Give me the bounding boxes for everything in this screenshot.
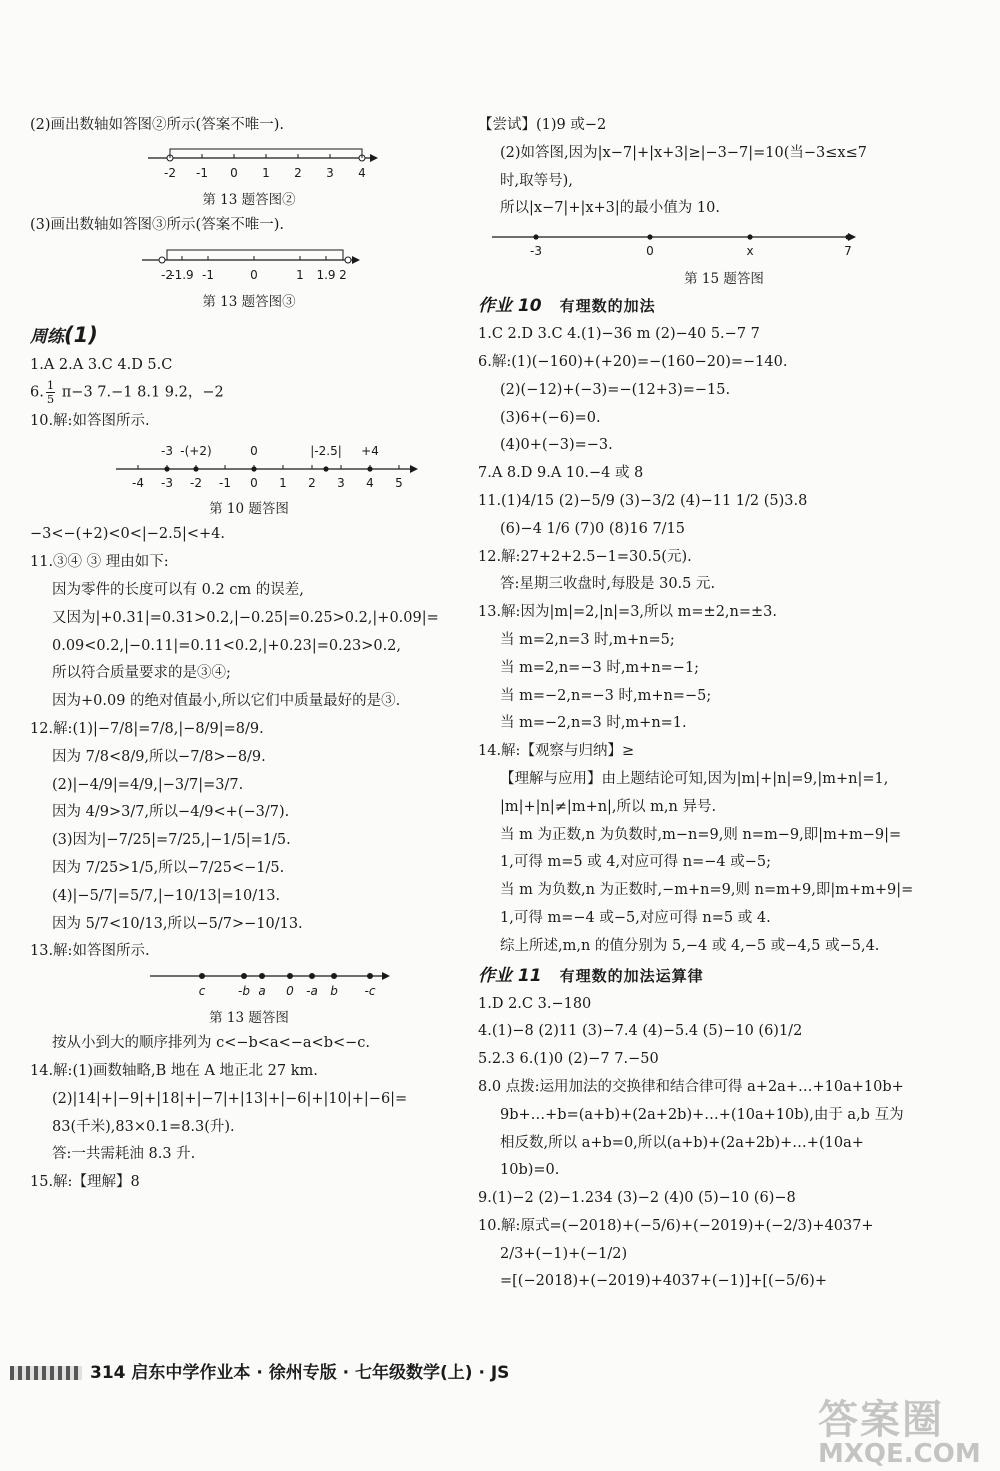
tick-label: 0 <box>250 267 258 282</box>
answer-line: 8.0 点拨:运用加法的交换律和结合律可得 a+2a+…+10a+10b+ <box>478 1078 904 1095</box>
answer-line: 时,取等号), <box>500 172 573 189</box>
section-title: 作业 10 有理数的加法 <box>478 296 656 317</box>
answer-line: 9b+…+b=(a+b)+(2a+2b)+…+(10a+10b),由于 a,b 互为 <box>500 1106 904 1123</box>
answer-line: (4)|−5/7|=5/7,|−10/13|=10/13. <box>52 887 281 904</box>
figure-caption: 第 15 题答图 <box>684 271 764 288</box>
point-mark <box>164 467 169 472</box>
answer-line: −3<−(+2)<0<|−2.5|<+4. <box>30 526 225 543</box>
tick-label: 1 <box>262 165 270 180</box>
point-label: 0 <box>646 244 654 259</box>
answer-line: 因为 7/8<8/9,所以−7/8>−8/9. <box>52 748 266 765</box>
answer-line: 5.2.3 6.(1)0 (2)−7 7.−50 <box>478 1051 659 1068</box>
tick-label: 2 <box>308 476 316 491</box>
answer-line: 10.解:原式=(−2018)+(−5/6)+(−2019)+(−2/3)+4037+ <box>478 1217 874 1234</box>
point-label: b <box>330 984 338 999</box>
tick-label: 5 <box>395 476 403 491</box>
tick-label: 3 <box>326 165 334 180</box>
point-label: -(+2) <box>180 444 212 459</box>
number-line-figure <box>30 240 468 286</box>
point-mark <box>287 973 293 979</box>
tick-label: 0 <box>230 165 238 180</box>
tick-label: 4 <box>358 165 366 180</box>
answer-line: 12.解:(1)|−7/8|=7/8,|−8/9|=8/9. <box>30 721 264 738</box>
section-title-text: 周练 <box>30 326 64 347</box>
number-line-figure <box>30 435 468 493</box>
tick-label: 1 <box>279 476 287 491</box>
left-column <box>30 112 468 1197</box>
answer-line: 6.解:(1)(−160)+(+20)=−(160−20)=−140. <box>478 353 788 370</box>
tick-label: 3 <box>337 476 345 491</box>
point-mark <box>199 973 205 979</box>
section-number: (1) <box>64 322 98 347</box>
answer-line: 0.09<0.2,|−0.11|=0.11<0.2,|+0.23|=0.23>0.2, <box>52 637 402 654</box>
point-mark <box>367 467 372 472</box>
footer-decoration <box>10 1366 82 1380</box>
answer-line: 【理解与应用】由上题结论可知,因为|m|+|n|=9,|m+n|=1, <box>500 770 889 787</box>
point-label: +4 <box>361 444 379 459</box>
answer-line: 4.(1)−8 (2)11 (3)−7.4 (4)−5.4 (5)−10 (6)1/2 <box>478 1023 803 1040</box>
point-label: a <box>258 984 266 999</box>
answer-line: 又因为|+0.31|=0.31>0.2,|−0.25|=0.25>0.2,|+0.09|= <box>52 609 439 626</box>
tick-label: 0 <box>250 476 258 491</box>
figure-caption: 第 13 题答图③ <box>202 293 296 310</box>
answer-line: (4)0+(−3)=−3. <box>500 437 613 454</box>
tick-label: -2 <box>164 165 176 180</box>
answer-line: (2)(−12)+(−3)=−(12+3)=−15. <box>500 381 731 398</box>
answer-line: 7.A 8.D 9.A 10.−4 或 8 <box>478 465 644 482</box>
number-line-figure <box>30 966 468 1002</box>
answer-line: 9.(1)−2 (2)−1.234 (3)−2 (4)0 (5)−10 (6)−8 <box>478 1190 796 1207</box>
point-mark <box>259 973 265 979</box>
tick-label: -3 <box>161 476 173 491</box>
answer-line: (2)|14|+|−9|+|18|+|−7|+|13|+|−6|+|10|+|−6|= <box>52 1090 408 1107</box>
answer-line: =[(−2018)+(−2019)+4037+(−1)]+[(−5/6)+ <box>500 1273 827 1290</box>
answer-line: 1.A 2.A 3.C 4.D 5.C <box>30 356 173 373</box>
figure-caption: 第 13 题答图② <box>202 191 296 208</box>
answer-line: 【尝试】(1)9 或−2 <box>478 117 607 133</box>
point-label: x <box>746 244 754 259</box>
answer-line: 答:星期三收盘时,每股是 30.5 元. <box>500 576 716 593</box>
answer-line: 6. $\frac{1}{5}$ π−3 7.−1 8.1 9.2，−2 <box>30 378 224 407</box>
answer-line: 综上所述,m,n 的值分别为 5,−4 或 4,−5 或−4,5 或−5,4. <box>500 937 880 954</box>
answer-line: 当 m 为正数,n 为负数时,m−n=9,则 n=m−9,即|m+m−9|= <box>500 826 902 843</box>
answer-line: 10.解:如答图所示. <box>30 412 150 429</box>
answer-line: 当 m=2,n=−3 时,m+n=−1; <box>500 659 700 676</box>
answer-line: 1.D 2.C 3.−180 <box>478 995 592 1012</box>
answer-line: (3)因为|−7/25|=7/25,|−1/5|=1/5. <box>52 832 291 849</box>
answer-line: 1,可得 m=5 或 4,对应可得 n=−4 或−5; <box>500 854 771 871</box>
section-title: 作业 11 有理数的加法运算律 <box>478 965 704 986</box>
point-label: -c <box>364 984 376 999</box>
answer-line: (2)|−4/9|=4/9,|−3/7|=3/7. <box>52 776 244 793</box>
answer-line: 因为 4/9>3/7,所以−4/9<+(−3/7). <box>52 804 290 821</box>
answer-line: 12.解:27+2+2.5−1=30.5(元). <box>478 548 692 565</box>
answer-line: 14.解:(1)画数轴略,B 地在 A 地正北 27 km. <box>30 1063 318 1080</box>
tick-label: -1 <box>196 165 208 180</box>
answer-line: 1,可得 m=−4 或−5,对应可得 n=5 或 4. <box>500 909 771 926</box>
point-mark <box>241 973 247 979</box>
answer-line: 所以|x−7|+|x+3|的最小值为 10. <box>500 200 720 217</box>
answer-line: 11.③④ ③ 理由如下: <box>30 554 169 571</box>
point-label: 0 <box>250 444 258 459</box>
point-mark <box>367 973 373 979</box>
answer-line: (2)如答图,因为|x−7|+|x+3|≥|−3−7|=10(当−3≤x≤7 <box>500 144 867 161</box>
point-label: -3 <box>161 444 173 459</box>
point-mark <box>747 235 752 240</box>
footer-text: 314 启东中学作业本 · 徐州专版 · 七年级数学(上) · JS <box>90 1363 510 1383</box>
tick-label: 2 <box>339 267 347 282</box>
answer-line: (3)6+(−6)=0. <box>500 409 601 426</box>
point-label: 0 <box>286 984 294 999</box>
watermark-url: MXQE.COM <box>818 1439 981 1469</box>
tick-label: 2 <box>294 165 302 180</box>
watermark-logo: 答案圈 <box>818 1397 944 1443</box>
answer-line: 因为+0.09 的绝对值最小,所以它们中质量最好的是③. <box>52 693 401 710</box>
point-label: c <box>198 984 206 999</box>
answer-line: 当 m=−2,n=−3 时,m+n=−5; <box>500 687 712 704</box>
answer-line: 83(千米),83×0.1=8.3(升). <box>52 1118 235 1135</box>
fraction: $\frac{1}{5}$ <box>46 378 55 407</box>
answer-line: 14.解:【观察与归纳】≥ <box>478 743 635 760</box>
answer-line: |m|+|n|≠|m+n|,所以 m,n 异号. <box>500 798 717 815</box>
answer-line: 1.C 2.D 3.C 4.(1)−36 m (2)−40 5.−7 7 <box>478 326 760 343</box>
answer-line: 11.(1)4/15 (2)−5/9 (3)−3/2 (4)−11 1/2 (5)3.8 <box>478 492 808 509</box>
answer-line: 按从小到大的顺序排列为 c<−b<a<−a<b<−c. <box>52 1035 371 1052</box>
answer-line: 13.解:因为|m|=2,|n|=3,所以 m=±2,n=±3. <box>478 604 778 621</box>
answer-line: 所以符合质量要求的是③④; <box>52 665 231 682</box>
answer-line: 2/3+(−1)+(−1/2) <box>500 1245 628 1262</box>
point-mark <box>533 235 538 240</box>
tick-label: -1 <box>202 267 214 282</box>
point-mark <box>331 973 337 979</box>
point-mark <box>323 467 328 472</box>
point-label: |-2.5| <box>310 444 342 459</box>
point-mark <box>845 235 850 240</box>
point-mark <box>193 467 198 472</box>
answer-line: 10b)=0. <box>500 1162 560 1179</box>
answer-line: 因为 5/7<10/13,所以−5/7>−10/13. <box>52 915 303 932</box>
point-label: -a <box>306 984 318 999</box>
figure-caption: 第 10 题答图 <box>209 501 289 518</box>
tick-label: 1.9 <box>316 267 336 282</box>
answer-line: 当 m=2,n=3 时,m+n=5; <box>500 631 675 648</box>
answer-line: (3)画出数轴如答图③所示(答案不唯一). <box>30 216 284 233</box>
answer-line: 当 m=−2,n=3 时,m+n=1. <box>500 715 687 732</box>
answer-line: (6)−4 1/6 (7)0 (8)16 7/15 <box>500 520 686 537</box>
page-footer <box>10 1358 509 1383</box>
right-column <box>478 112 970 1296</box>
answer-line: 因为 7/25>1/5,所以−7/25<−1/5. <box>52 860 285 877</box>
tick-label: -2 <box>190 476 202 491</box>
tick-label: -4 <box>132 476 144 491</box>
tick-label: -1.9 <box>170 267 194 282</box>
answer-line: 13.解:如答图所示. <box>30 943 150 960</box>
answer-line: 答:一共需耗油 8.3 升. <box>52 1146 196 1163</box>
tick-label: 1 <box>296 267 304 282</box>
answer-line: 因为零件的长度可以有 0.2 cm 的误差, <box>52 582 304 599</box>
figure-caption: 第 13 题答图 <box>209 1010 289 1027</box>
point-mark <box>251 467 256 472</box>
point-label: 7 <box>844 244 852 259</box>
number-line-figure <box>478 223 970 263</box>
answer-line: 相反数,所以 a+b=0,所以(a+b)+(2a+2b)+…+(10a+ <box>500 1134 864 1151</box>
answer-line: 15.解:【理解】8 <box>30 1174 140 1191</box>
point-mark <box>647 235 652 240</box>
number-line-figure <box>30 140 468 184</box>
answer-line: 当 m 为负数,n 为正数时,−m+n=9,则 n=m+9,即|m+m+9|= <box>500 882 914 899</box>
point-mark <box>309 973 315 979</box>
point-label: -b <box>238 984 250 999</box>
answer-line: (2)画出数轴如答图②所示(答案不唯一). <box>30 117 284 133</box>
point-label: -3 <box>530 244 542 259</box>
tick-label: -2 <box>161 267 173 282</box>
watermark <box>818 1388 981 1469</box>
tick-label: -1 <box>219 476 231 491</box>
tick-label: 4 <box>366 476 374 491</box>
section-title <box>30 320 468 352</box>
